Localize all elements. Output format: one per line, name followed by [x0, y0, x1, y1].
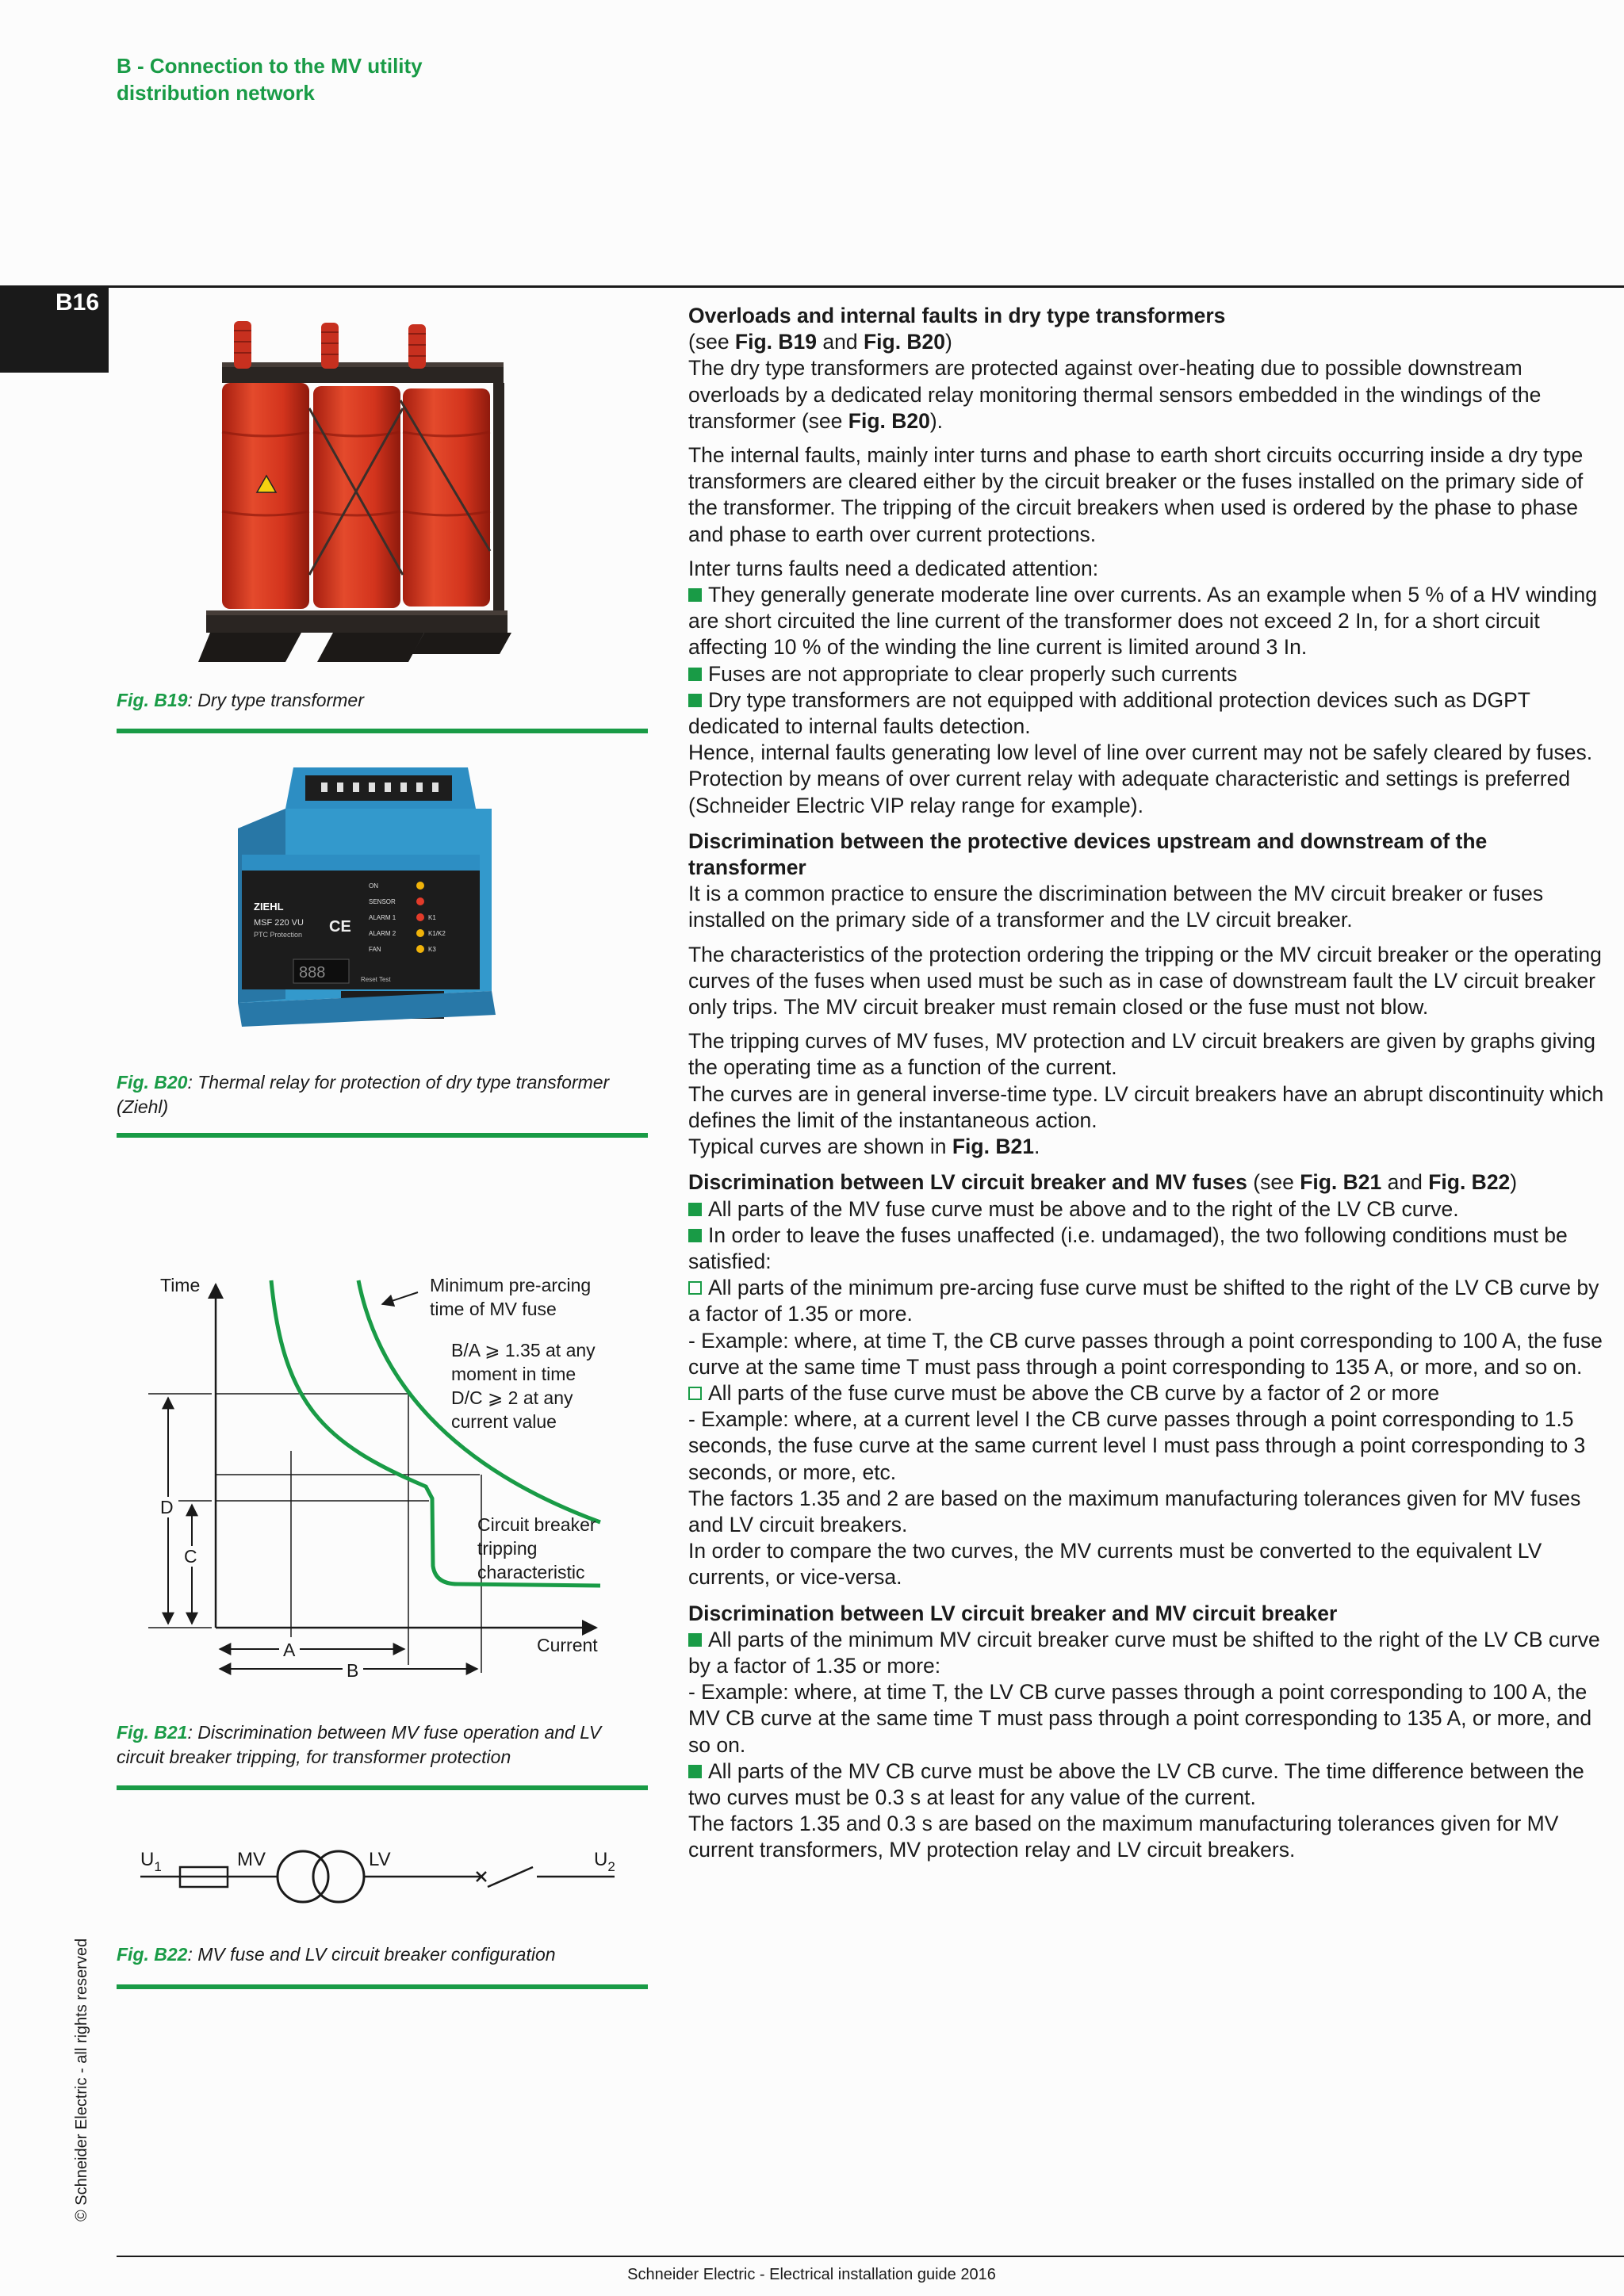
section-title-line1: B - Connection to the MV utility — [117, 54, 423, 78]
bullet-hollow-square-icon — [688, 1281, 702, 1295]
fig-b22-text: : MV fuse and LV circuit breaker configuration — [187, 1944, 556, 1965]
h3-see-pre: (see — [1247, 1170, 1300, 1195]
paragraph-hence: Hence, internal faults generating low level of line over current may not be safely cleared by fuses. Protection by means of over current relay with adequate characteristic and settings is preferred (Schneider Electric VIP relay range for example). — [688, 740, 1593, 817]
heading-lv-cb-mv-fuses — [688, 1169, 1608, 1196]
p6c-post: . — [1033, 1135, 1040, 1159]
fig-b20-text: : Thermal relay for protection of dry type transformer (Ziehl) — [117, 1072, 610, 1117]
bullet-text: Dry type transformers are not equipped with additional protection devices such as DGPT dedicated to internal faults detection. — [688, 687, 1530, 739]
section-title — [117, 52, 423, 106]
bullet-square-icon — [688, 1203, 702, 1216]
u1-label — [140, 1849, 162, 1874]
h3-and: and — [1381, 1170, 1429, 1195]
example-2: - Example: where, at a current level I the CB curve passes through a point corresponding to 1.5 seconds, the fuse curve at the same current level I must pass through a point corresponding to 3 seconds, or more, etc. — [688, 1407, 1586, 1484]
bullet-square-icon — [688, 668, 702, 681]
bullet-text: Fuses are not appropriate to clear properly such currents — [708, 661, 1238, 686]
ref-fig-b19: Fig. B19 — [734, 330, 817, 354]
fuse-label-line1: Minimum pre-arcing — [430, 1275, 592, 1295]
heading-discrimination: Discrimination between the protective devices upstream and downstream of the transformer — [688, 828, 1488, 880]
heading-lv-cb-mv-cb: Discrimination between LV circuit breaker and MV circuit breaker — [688, 1601, 1338, 1625]
cb-label-line1: Circuit breaker — [477, 1514, 596, 1535]
main-text-column — [688, 303, 1608, 1864]
ref-fig-b20: Fig. B20 — [863, 330, 946, 354]
discrimination-diagram — [117, 1261, 656, 1689]
paragraph-inter-turns: Inter turns faults need a dedicated attention: — [688, 556, 1099, 580]
breaker-contact — [488, 1867, 533, 1887]
bullet-square-icon — [688, 694, 702, 707]
page-tag — [0, 287, 109, 373]
fig-b21-text: : Discrimination between MV fuse operation and LV circuit breaker tripping, for transformer protection — [117, 1722, 602, 1767]
fig-b21-number: Fig. B21 — [117, 1722, 188, 1743]
bullet-text: All parts of the minimum MV circuit breaker curve must be shifted to the right of the LV CB curve by a factor of 1.35 or more: — [688, 1627, 1600, 1678]
bullet-square-icon — [688, 588, 702, 602]
footer-text: Schneider Electric - Electrical installation guide 2016 — [627, 2266, 996, 2283]
example-1: - Example: where, at time T, the CB curve passes through a point corresponding to 100 A, the fuse curve at the same time T must pass through a point corresponding to 135 A, or more, and so on. — [688, 1328, 1603, 1379]
bullet-square-icon — [688, 1765, 702, 1778]
p6c-text: Typical curves are shown in — [688, 1135, 952, 1159]
bullet-text: All parts of the MV CB curve must be above the LV CB curve. The time difference between the two curves must be 0.3 s at least for any value of the current. — [688, 1758, 1584, 1809]
paragraph-internal-faults: The internal faults, mainly inter turns and phase to earth short circuits occurring inside a dry type transformers are cleared either by the circuit breaker or the fuses installed on the primary side of the transformer. The tripping of the circuit breakers when used is ordered by the phase to phase and phase to earth over current protections. — [688, 443, 1584, 546]
cb-label-line2: tripping — [477, 1538, 538, 1559]
mv-label: MV — [237, 1849, 266, 1870]
led-label-fan: FAN — [369, 946, 381, 953]
bullet-fuse-curve-above — [688, 1196, 1608, 1223]
h3-ref1: Fig. B21 — [1300, 1170, 1382, 1195]
bullet-two-conditions — [688, 1223, 1608, 1275]
note-line4: current value — [451, 1411, 557, 1432]
top-divider — [0, 285, 1624, 288]
bullet-mv-cb-above — [688, 1758, 1608, 1811]
see-pre: (see — [688, 330, 735, 354]
u2-letter: U — [594, 1849, 608, 1870]
transformer-photo — [198, 313, 531, 674]
fig-b22-rule — [117, 1984, 648, 1989]
paragraph-typical-curves — [688, 1134, 1608, 1160]
p6c-ref: Fig. B21 — [952, 1135, 1034, 1159]
fig-b19-rule — [117, 729, 648, 733]
fig-b20-caption — [117, 1070, 648, 1119]
fig-b22-number: Fig. B22 — [117, 1944, 188, 1965]
d-label: D — [160, 1497, 174, 1517]
p1-text: The dry type transformers are protected against over-heating due to possible downstream overloads by a dedicated relay monitoring thermal sensors embedded in the windings of the transformer (see — [688, 356, 1542, 433]
relay-model: MSF 220 VU — [254, 918, 304, 928]
bullet-text: All parts of the minimum pre-arcing fuse curve must be shifted to the right of the LV CB curve by a factor of 1.35 or more. — [688, 1276, 1599, 1326]
bullet-text: In order to leave the fuses unaffected (i.e. undamaged), the two following conditions must be satisfied: — [688, 1223, 1568, 1273]
relay-brand: ZIEHL — [254, 901, 284, 913]
fig-b19-caption — [117, 688, 648, 713]
p1-ref: Fig. B20 — [848, 408, 930, 433]
bullet-mv-cb-shift — [688, 1627, 1608, 1679]
bullet-square-icon — [688, 1229, 702, 1242]
u2-label — [594, 1849, 615, 1874]
p1-post: ). — [929, 408, 944, 433]
led-label-on: ON — [369, 882, 378, 890]
led-label-alarm2: ALARM 2 — [369, 930, 396, 937]
relay-display: 888 — [299, 964, 326, 982]
a-label: A — [283, 1640, 296, 1660]
relay-reset: Reset Test — [361, 976, 391, 983]
h3-ref2: Fig. B22 — [1428, 1170, 1511, 1195]
bullet-text: All parts of the fuse curve must be above the CB curve by a factor of 2 or more — [708, 1380, 1440, 1405]
bullet-no-dgpt — [688, 687, 1608, 740]
u1-subscript: 1 — [154, 1859, 162, 1874]
cb-label-line3: characteristic — [477, 1562, 585, 1582]
h3-close: ) — [1510, 1170, 1518, 1195]
led-label-sensor: SENSOR — [369, 898, 396, 905]
note-line2: moment in time — [451, 1364, 576, 1384]
paragraph-factors: The factors 1.35 and 2 are based on the maximum manufacturing tolerances given for MV fuses and LV circuit breakers. — [688, 1486, 1581, 1536]
fuse-label-line2: time of MV fuse — [430, 1299, 557, 1319]
subbullet-pre-arcing — [688, 1275, 1608, 1327]
fig-b19-number: Fig. B19 — [117, 690, 188, 710]
paragraph-inverse-time: The curves are in general inverse-time type. LV circuit breakers have an abrupt discontinuity which defines the limit of the instantaneous action. — [688, 1081, 1604, 1132]
subbullet-factor-2 — [688, 1380, 1608, 1406]
u2-subscript: 2 — [607, 1859, 615, 1874]
bullet-text: All parts of the MV fuse curve must be above and to the right of the LV CB curve. — [708, 1196, 1459, 1221]
cb-tripping-curve — [271, 1280, 600, 1586]
bullet-square-icon — [688, 1633, 702, 1647]
fig-b19-text: : Dry type transformer — [187, 690, 364, 710]
paragraph-common-practice: It is a common practice to ensure the discrimination between the MV circuit breaker or fuses installed on the primary side of a transformer and the LV circuit breaker. — [688, 882, 1544, 932]
copyright-notice: © Schneider Electric - all rights reserved — [73, 1938, 90, 2221]
paragraph-tripping-curves: The tripping curves of MV fuses, MV protection and LV circuit breakers are given by graphs giving the operating time as a function of the current. — [688, 1029, 1595, 1080]
h3-text: Discrimination between LV circuit breaker and MV fuses — [688, 1170, 1247, 1195]
note-line1: B/A ⩾ 1.35 at any — [451, 1340, 596, 1360]
b-label: B — [347, 1660, 359, 1681]
page-tag-label: B16 — [56, 289, 100, 316]
see-and: and — [817, 330, 864, 354]
relay-k1-label: K1 — [428, 914, 436, 921]
section-title-line2: distribution network — [117, 81, 315, 105]
bullet-moderate-currents — [688, 582, 1608, 661]
see-close: ) — [945, 330, 952, 354]
paragraph-convert: In order to compare the two curves, the MV currents must be converted to the equivalent LV currents, or vice-versa. — [688, 1539, 1542, 1590]
transformer-secondary-coil — [313, 1851, 364, 1902]
relay-k3-label: K3 — [428, 946, 436, 953]
u1-letter: U — [140, 1849, 155, 1870]
fig-b22-caption — [117, 1942, 648, 1967]
example-3: - Example: where, at time T, the LV CB curve passes through a point corresponding to 100 A, the MV CB curve at the same time T must pass through a point corresponding to 135 A, or more, and so on. — [688, 1680, 1592, 1757]
fig-b20-rule — [117, 1133, 648, 1138]
relay-k1k2-label: K1/K2 — [428, 930, 446, 937]
heading-overloads-see — [688, 329, 1608, 355]
y-axis-label: Time — [160, 1275, 201, 1295]
bottom-divider — [117, 2256, 1624, 2257]
heading-overloads: Overloads and internal faults in dry type transformers — [688, 304, 1226, 327]
relay-photo — [222, 761, 515, 1043]
circuit-diagram — [117, 1831, 656, 1919]
x-axis-label: Current — [537, 1635, 598, 1655]
note-line3: D/C ⩾ 2 at any — [451, 1387, 573, 1408]
led-label-alarm1: ALARM 1 — [369, 914, 396, 921]
relay-sub: PTC Protection — [254, 931, 303, 939]
fig-b21-rule — [117, 1785, 648, 1790]
paragraph-overheating — [688, 355, 1608, 434]
fig-b21-caption — [117, 1720, 648, 1770]
c-label: C — [184, 1546, 197, 1567]
bullet-hollow-square-icon — [688, 1387, 702, 1400]
fig-b20-number: Fig. B20 — [117, 1072, 188, 1093]
bullet-fuses — [688, 661, 1608, 687]
bullet-text: They generally generate moderate line over currents. As an example when 5 % of a HV winding are short circuited the line current of the transformer does not exceed 2 In, for a short circuit affecting 10 % of the winding the line current is limited around 3 In. — [688, 583, 1597, 660]
paragraph-characteristics: The characteristics of the protection ordering the tripping or the MV circuit breaker or the operating curves of the fuses when used must be such as in case of downstream fault the LV circuit breaker only trips. The MV circuit breaker must remain closed or the fuse must not blow. — [688, 942, 1602, 1020]
lv-label: LV — [369, 1849, 391, 1870]
paragraph-factors-2: The factors 1.35 and 0.3 s are based on the maximum manufacturing tolerances given for MV current transformers, MV protection relay and LV circuit breakers. — [688, 1812, 1559, 1862]
ce-mark: CE — [329, 918, 351, 936]
